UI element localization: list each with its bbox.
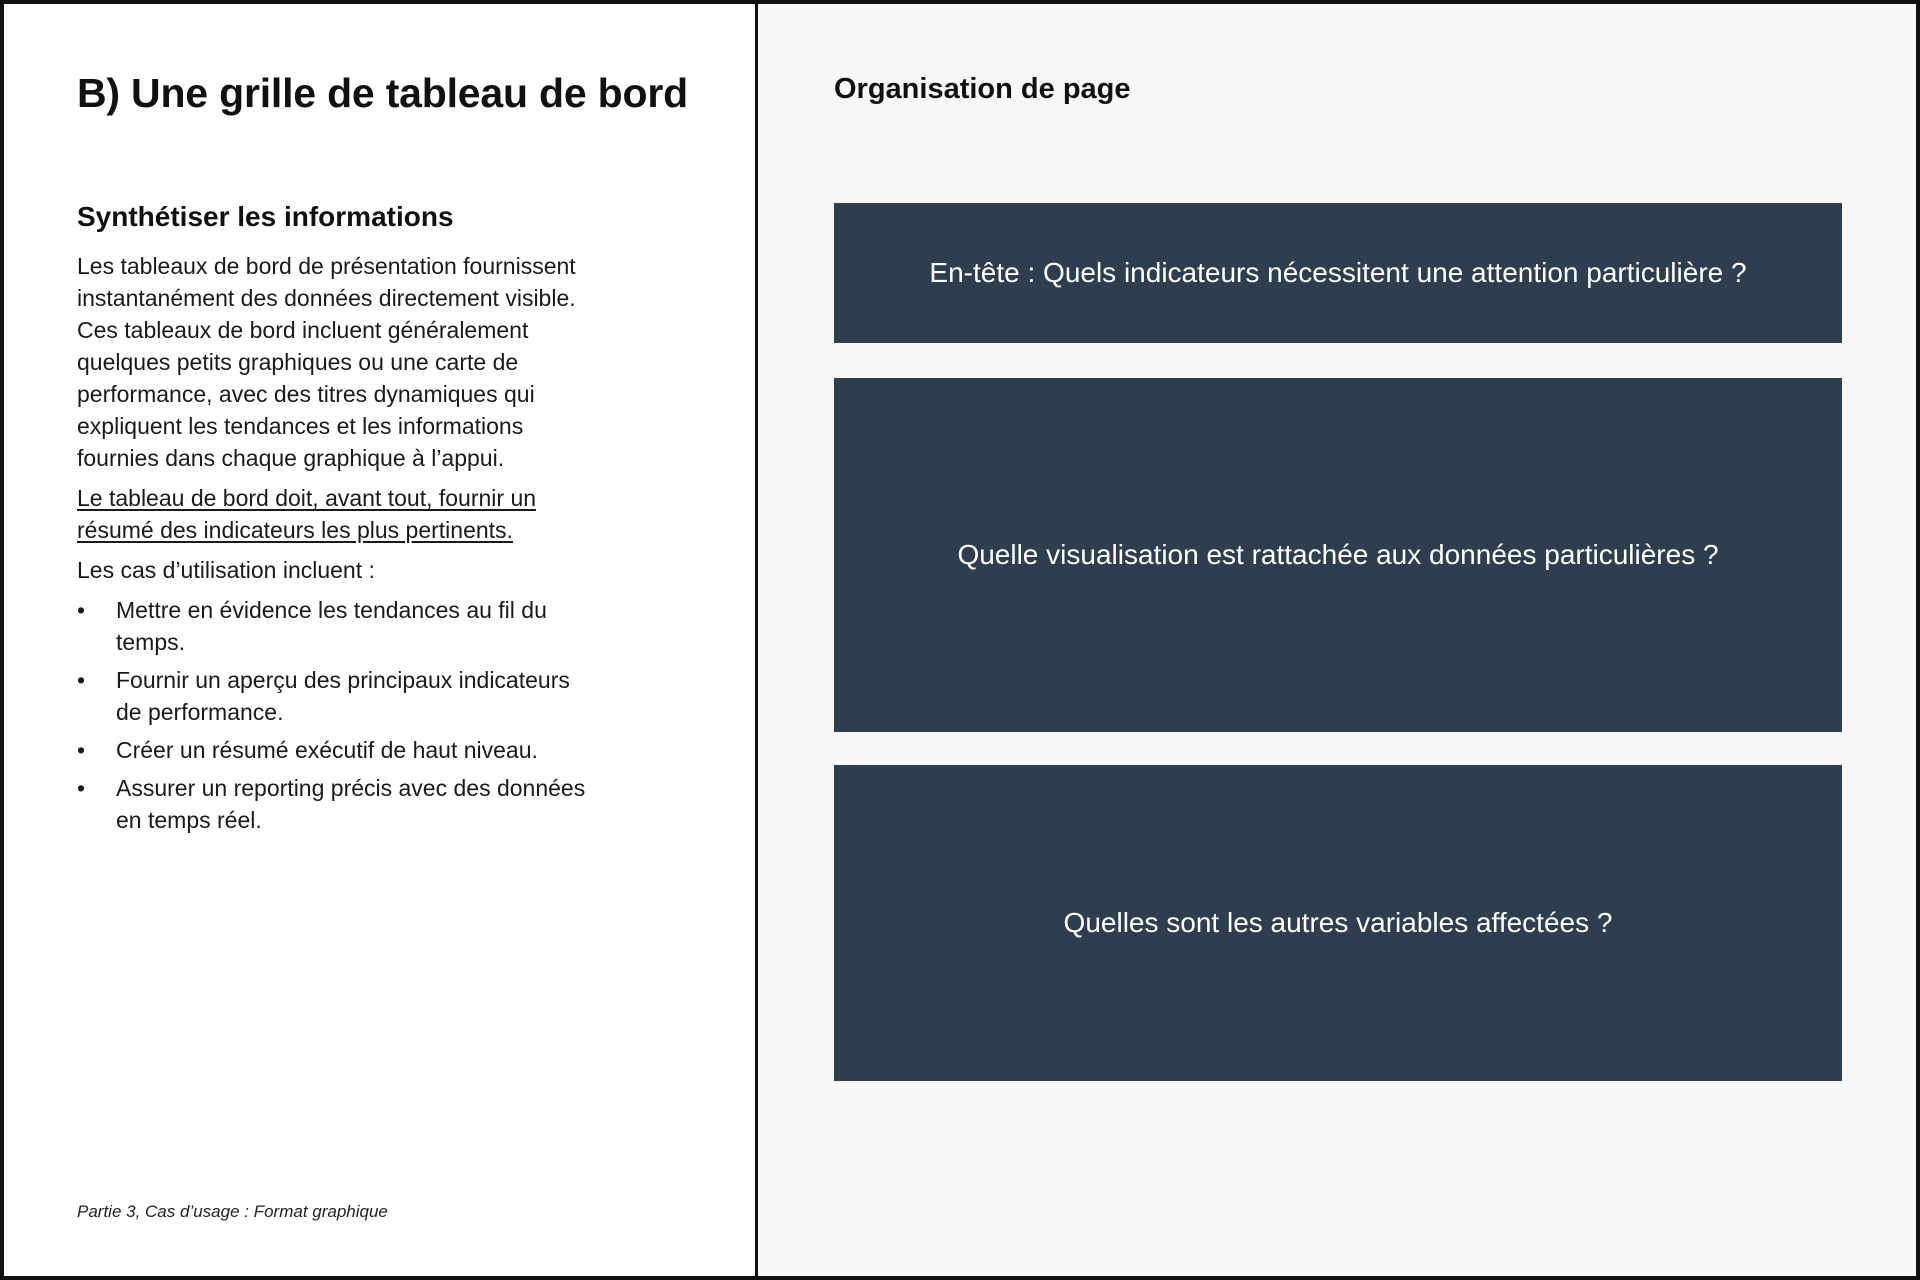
list-item-text: Créer un résumé exécutif de haut niveau. <box>116 737 538 763</box>
list-item <box>77 772 597 836</box>
list-item-text: Mettre en évidence les tendances au fil du temps. <box>116 597 547 655</box>
list-item <box>77 664 597 728</box>
key-statement: Le tableau de bord doit, avant tout, fournir un résumé des indicateurs les plus pertinents. <box>77 485 537 543</box>
bullet-icon: • <box>77 597 86 623</box>
list-item-text: Fournir un aperçu des principaux indicateurs de performance. <box>116 667 570 725</box>
left-panel <box>4 4 758 1276</box>
list-item <box>77 594 597 658</box>
visualization-block-label: Quelle visualisation est rattachée aux données particulières ? <box>957 539 1719 570</box>
list-item-text: Assurer un reporting précis avec des données en temps réel. <box>116 775 586 833</box>
layout-title: Organisation de page <box>834 73 1131 105</box>
use-cases-list <box>77 594 597 836</box>
variables-block <box>834 765 1842 1081</box>
variables-block-label: Quelles sont les autres variables affectées ? <box>1063 907 1613 938</box>
visualization-block <box>834 378 1842 732</box>
page-footer: Partie 3, Cas d’usage : Format graphique <box>77 1202 388 1221</box>
header-block-label: En-tête : Quels indicateurs nécessitent une attention particulière ? <box>929 257 1747 288</box>
bullet-icon: • <box>77 667 86 693</box>
page-title: B) Une grille de tableau de bord <box>77 70 688 116</box>
bullet-icon: • <box>77 775 86 801</box>
use-cases-intro: Les cas d’utilisation incluent : <box>77 557 375 583</box>
intro-paragraph: Les tableaux de bord de présentation fournissent instantanément des données directement visible. Ces tableaux de bord incluent généralement quelques petits graphiques ou une carte de performance, avec des titres dynamiques qui expliquent les tendances et les informations fournies dans chaque graphique à l’appui. <box>77 253 576 471</box>
header-block <box>834 203 1842 343</box>
body-text <box>77 250 597 842</box>
right-panel <box>758 4 1916 1276</box>
list-item <box>77 734 597 766</box>
section-title: Synthétiser les informations <box>77 201 454 232</box>
bullet-icon: • <box>77 737 86 763</box>
